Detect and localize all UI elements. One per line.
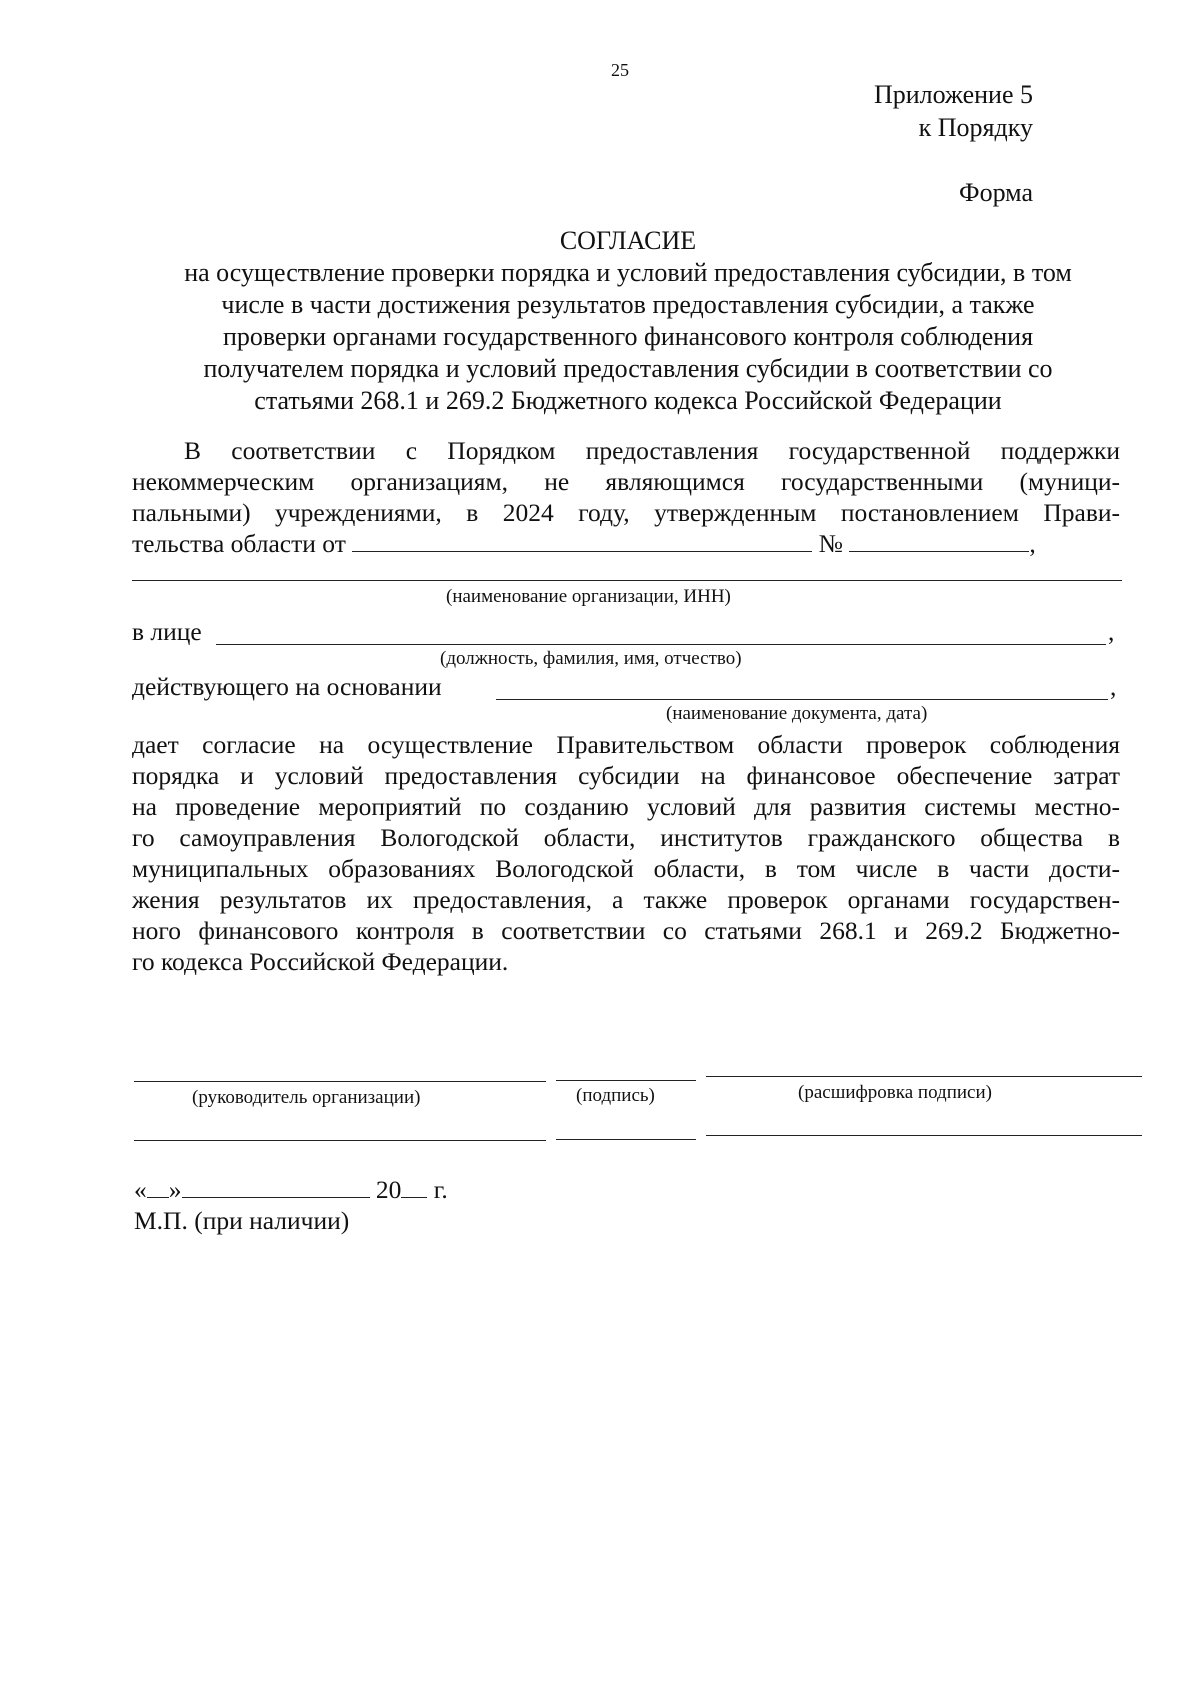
year-prefix: 20 [375, 1175, 402, 1204]
organization-head-line[interactable] [134, 1081, 546, 1082]
resolution-number-field[interactable] [849, 529, 1029, 552]
month-field[interactable] [182, 1175, 370, 1198]
title-subtitle-line: проверки органами государственного финансового контроля соблюдения [222, 322, 1034, 351]
year-field[interactable] [401, 1175, 427, 1198]
consent-paragraph-line: порядка и условий предоставления субсидии на финансовое обеспечение затрат [132, 761, 1120, 790]
seal-note: М.П. (при наличии) [134, 1206, 350, 1235]
title-subtitle-line: на осуществление проверки порядка и условий предоставления субсидии, в том [184, 258, 1072, 287]
comma: , [1110, 672, 1117, 701]
document-title: СОГЛАСИЕ [559, 226, 697, 255]
resolution-date-label: тельства области от [132, 529, 346, 558]
close-quote: » [168, 1175, 182, 1204]
consent-paragraph-line: дает согласие на осуществление Правительством области проверок соблюдения [132, 730, 1120, 759]
resolution-reference-line [132, 529, 1036, 559]
signature-field[interactable] [556, 1139, 696, 1140]
organization-head-field[interactable] [134, 1140, 546, 1141]
consent-paragraph-line: ного финансового контроля в соответствии со статьями 268.1 и 269.2 Бюджетно- [132, 916, 1120, 945]
form-label: Форма [959, 178, 1033, 207]
intro-paragraph-line: некоммерческим организациям, не являющимся государственными (муници- [132, 467, 1120, 496]
open-quote: « [134, 1175, 147, 1204]
representative-field[interactable] [216, 644, 1106, 645]
consent-paragraph-line: жения результатов их предоставления, а также проверок органами государствен- [132, 885, 1120, 914]
organization-head-caption: (руководитель организации) [192, 1087, 421, 1108]
basis-document-field[interactable] [496, 699, 1108, 700]
representative-caption: (должность, фамилия, имя, отчество) [440, 648, 742, 669]
number-sign: № [818, 529, 843, 558]
signature-line[interactable] [556, 1080, 696, 1081]
day-field[interactable] [147, 1175, 169, 1198]
page-number: 25 [611, 60, 629, 80]
signature-caption: (подпись) [576, 1085, 655, 1106]
consent-paragraph-line: муниципальных образованиях Вологодской области, в том числе в части дости- [132, 854, 1120, 883]
intro-paragraph-line: В соответствии с Порядком предоставления государственной поддержки [184, 436, 1120, 465]
intro-paragraph-line: пальными) учреждениями, в 2024 году, утвержденным постановлением Прави- [132, 498, 1120, 527]
in-person-label: в лице [132, 617, 202, 646]
signature-decoding-line[interactable] [706, 1076, 1142, 1077]
consent-paragraph-line: го самоуправления Вологодской области, институтов гражданского общества в [132, 823, 1120, 852]
signature-decoding-field[interactable] [706, 1135, 1142, 1136]
date-line [134, 1175, 448, 1205]
consent-paragraph-last-line: го кодекса Российской Федерации. [132, 947, 509, 976]
appendix-reference: к Порядку [918, 113, 1033, 142]
organization-name-field[interactable] [132, 580, 1122, 581]
title-subtitle-line: статьями 268.1 и 269.2 Бюджетного кодекса Российской Федерации [254, 386, 1002, 415]
comma: , [1108, 617, 1115, 646]
basis-label: действующего на основании [132, 672, 442, 701]
appendix-number: Приложение 5 [873, 80, 1033, 109]
year-suffix: г. [433, 1175, 448, 1204]
resolution-date-field[interactable] [352, 529, 812, 552]
title-subtitle-line: числе в части достижения результатов предоставления субсидии, а также [221, 290, 1035, 319]
title-subtitle-line: получателем порядка и условий предоставления субсидии в соответствии со [203, 354, 1053, 383]
consent-paragraph-line: на проведение мероприятий по созданию условий для развития системы местно- [132, 792, 1120, 821]
organization-caption: (наименование организации, ИНН) [446, 586, 731, 607]
basis-caption: (наименование документа, дата) [666, 703, 928, 724]
signature-decoding-caption: (расшифровка подписи) [798, 1082, 992, 1103]
comma: , [1029, 529, 1036, 558]
